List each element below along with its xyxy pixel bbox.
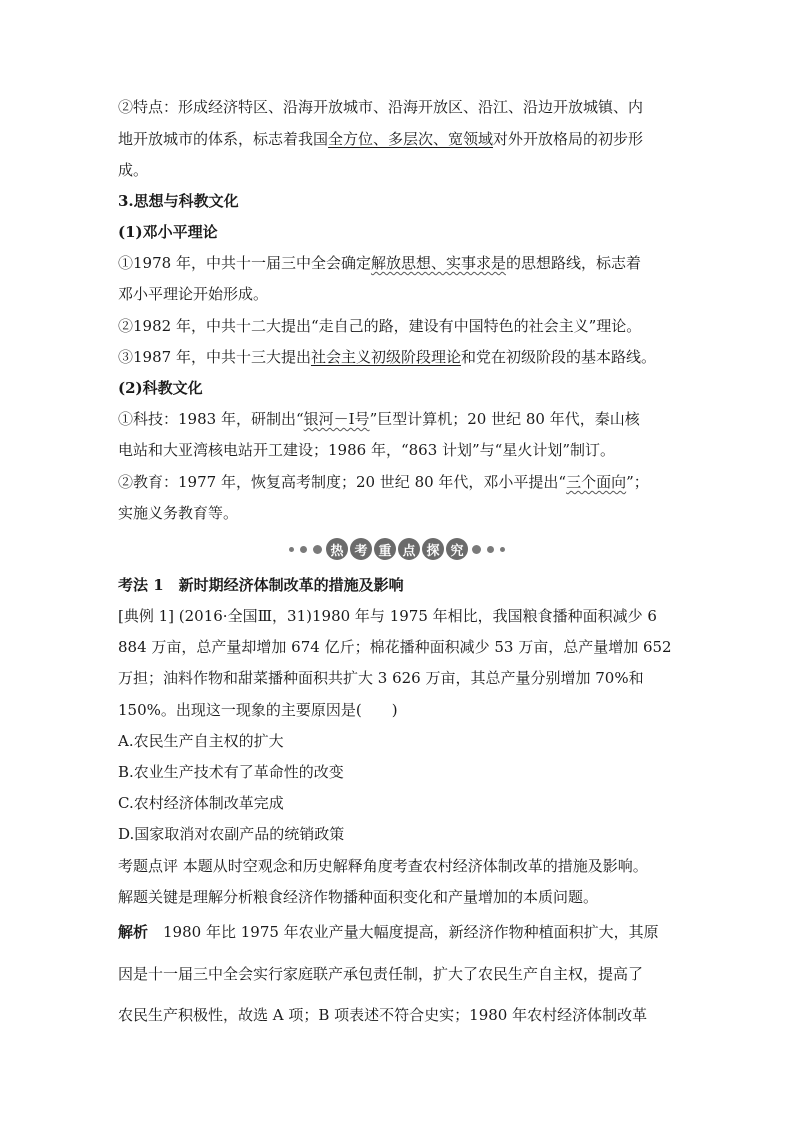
text: ①1978 年，中共十一届三中全会确定 — [118, 254, 371, 272]
dot-icon — [472, 545, 481, 554]
analysis-line: 因是十一届三中全会实行家庭联产承包责任制，扩大了农民生产自主权，提高了 — [118, 965, 644, 983]
question-line: 万担；油料作物和甜菜播种面积共扩大 3 626 万亩，其总产量分别增加 70%和 — [118, 669, 644, 687]
wavy-underlined-text: 解放思想、实事求是 — [370, 254, 506, 272]
paragraph-line — [118, 347, 656, 367]
comment-line: 解题关键是理解分析粮食经济作物播种面积变化和产量增加的本质问题。 — [118, 888, 599, 906]
paragraph-line — [118, 409, 640, 429]
wavy-underlined-text: 银河－Ⅰ号 — [303, 410, 370, 428]
text: ②教育：1977 年，恢复高考制度；20 世纪 80 年代，邓小平提出“ — [118, 473, 567, 491]
wavy-underlined-text: 三个面向 — [566, 473, 627, 491]
banner-char: 点 — [398, 538, 420, 560]
paragraph-line — [118, 472, 649, 492]
dot-icon — [313, 545, 322, 554]
comment-line: 考题点评 本题从时空观念和历史解释角度考查农村经济体制改革的措施及影响。 — [118, 857, 648, 875]
option-a: A.农民生产自主权的扩大 — [118, 732, 284, 750]
banner-char: 考 — [350, 538, 372, 560]
text: 1980 年比 1975 年农业产量大幅度提高，新经济作物种植面积扩大，其原 — [148, 923, 659, 941]
paragraph-line: 电站和大亚湾核电站开工建设；1986 年，“863 计划”与“星火计划”制订。 — [118, 441, 616, 459]
dot-icon — [487, 546, 494, 553]
analysis-line — [118, 922, 659, 942]
text: ”； — [626, 473, 649, 491]
kaofa-title: 考法 1 新时期经济体制改革的措施及影响 — [118, 576, 404, 594]
paragraph-line — [118, 253, 641, 273]
section-title: 3.思想与科教文化 — [118, 192, 239, 210]
paragraph-line: 邓小平理论开始形成。 — [118, 285, 269, 303]
features-line-1 — [118, 97, 643, 117]
question-line: 150%。出现这一现象的主要原因是( ) — [118, 701, 398, 719]
text: ①科技：1983 年，研制出“ — [118, 410, 304, 428]
subsection-title: (2)科教文化 — [118, 379, 203, 397]
features-line-3 — [118, 160, 148, 180]
banner-char: 热 — [326, 538, 348, 560]
option-d: D.国家取消对农副产品的统销政策 — [118, 825, 345, 843]
banner-char: 重 — [374, 538, 396, 560]
text: 成。 — [118, 161, 149, 179]
option-c: C.农村经济体制改革完成 — [118, 794, 284, 812]
text: ”巨型计算机；20 世纪 80 年代，秦山核 — [369, 410, 640, 428]
text: 和党在初级阶段的基本路线。 — [460, 348, 656, 366]
subsection-title: (1)邓小平理论 — [118, 223, 218, 241]
dot-icon — [500, 547, 505, 552]
text: 的思想路线，标志着 — [505, 254, 641, 272]
text: ②特点：形成经济特区、沿海开放城市、沿海开放区、沿江、沿边开放城镇、内 — [118, 98, 644, 116]
underlined-text: 全方位、多层次、宽领域 — [328, 130, 494, 148]
paragraph-line: ②1982 年，中共十二大提出“走自己的路，建设有中国特色的社会主义”理论。 — [118, 317, 642, 335]
option-b: B.农业生产技术有了革命性的改变 — [118, 763, 344, 781]
analysis-line: 农民生产积极性，故选 A 项；B 项表述不符合史实；1980 年农村经济体制改革 — [118, 1006, 648, 1024]
features-line-2 — [118, 129, 643, 149]
question-line: [典例 1] (2016·全国Ⅲ，31)1980 年与 1975 年相比，我国粮食播种面积减少 6 — [118, 607, 657, 625]
dot-icon — [289, 547, 294, 552]
text: 对外开放格局的初步形 — [493, 130, 644, 148]
underlined-text: 社会主义初级阶段理论 — [310, 348, 461, 366]
question-line: 884 万亩，总产量却增加 674 亿斤；棉花播种面积减少 53 万亩，总产量增加 652 — [118, 638, 672, 656]
banner-char: 探 — [422, 538, 444, 560]
banner-char: 究 — [446, 538, 468, 560]
dot-icon — [300, 546, 307, 553]
paragraph-line: 实施义务教育等。 — [118, 504, 239, 522]
analysis-label: 解析 — [118, 923, 149, 941]
section-banner — [0, 538, 794, 560]
text: ③1987 年，中共十三大提出 — [118, 348, 311, 366]
text: 地开放城市的体系，标志着我国 — [118, 130, 329, 148]
